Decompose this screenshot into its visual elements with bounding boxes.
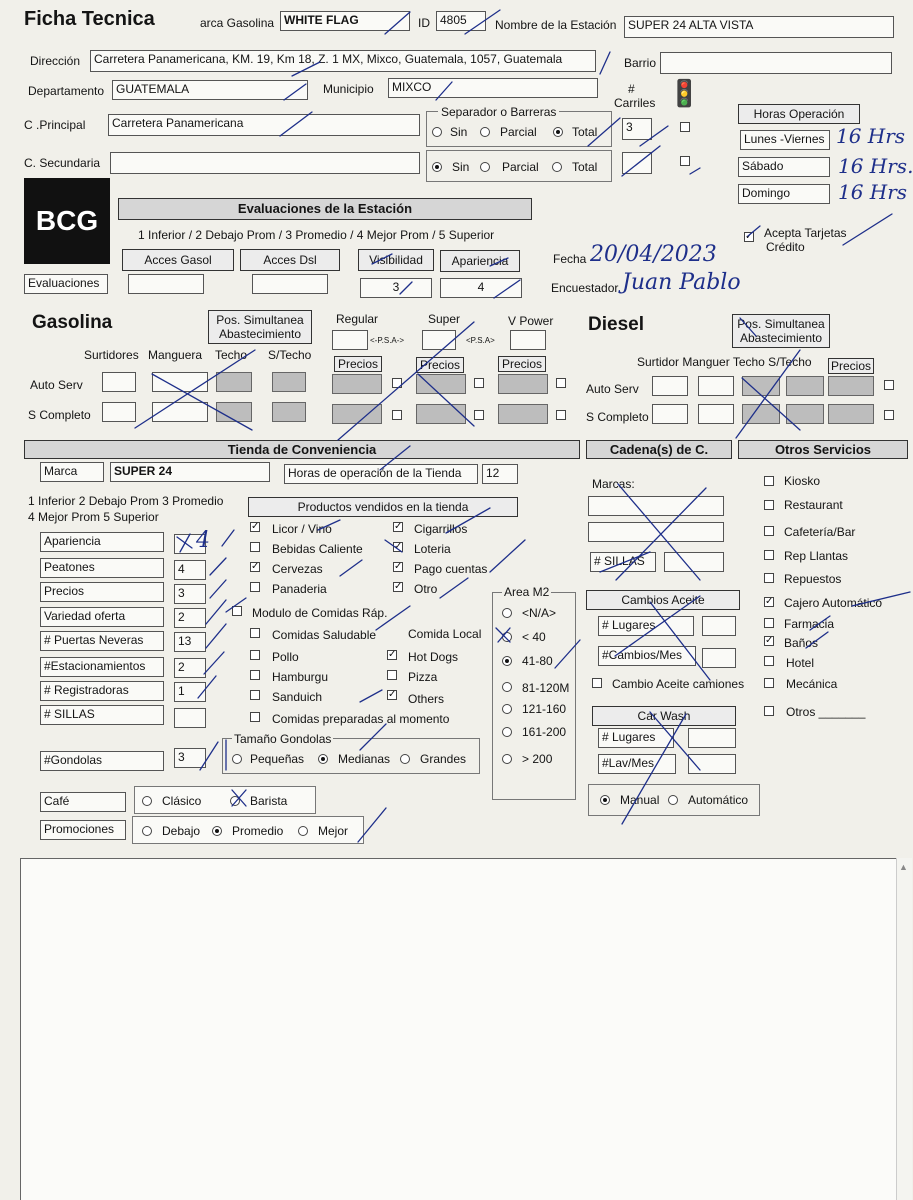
diesel-full-surtidor-field[interactable] xyxy=(652,404,688,424)
acces-gasol-button[interactable]: Acces Gasol xyxy=(122,249,234,271)
separador-title: Separador o Barreras xyxy=(438,105,559,119)
notes-textarea[interactable] xyxy=(20,858,912,1200)
separador2-total-label: Total xyxy=(572,160,598,174)
cervezas-label: Cervezas xyxy=(272,562,323,576)
visibilidad-field[interactable]: 3 xyxy=(360,278,432,298)
tienda-horas-label: Horas de operación de la Tienda xyxy=(284,464,478,484)
cprincipal-field[interactable]: Carretera Panamericana xyxy=(108,114,420,136)
cervezas-checkbox[interactable]: ✓ xyxy=(251,561,260,572)
promo-promedio-label: Promedio xyxy=(232,824,284,838)
gas-full-techo-field[interactable] xyxy=(216,402,252,422)
cigarrillos-label: Cigarrillos xyxy=(414,522,468,536)
cafe-label: Café xyxy=(40,792,126,812)
horas-operacion-button[interactable]: Horas Operación xyxy=(738,104,860,124)
diesel-auto-manguera-field[interactable] xyxy=(698,376,734,396)
promo-promedio-radio[interactable] xyxy=(212,826,222,836)
comidas-saludable-label: Comidas Saludable xyxy=(272,628,377,642)
farmacia-checkbox[interactable] xyxy=(764,618,774,628)
restaurant-checkbox[interactable] xyxy=(764,500,774,510)
others-checkbox[interactable]: ✓ xyxy=(388,689,397,700)
modulo-comidas-checkbox[interactable] xyxy=(232,606,242,616)
gas-auto-super-precio[interactable] xyxy=(416,374,466,394)
domingo-value: 16 Hrs xyxy=(838,180,908,204)
rating-apariencia-label: Apariencia xyxy=(40,532,164,552)
evaluaciones-scale: 1 Inferior / 2 Debajo Prom / 3 Promedio / 4 Mejor Prom / 5 Superior xyxy=(138,228,495,242)
vpower-pos-field[interactable] xyxy=(510,330,546,350)
rating-sillas-label: # SILLAS xyxy=(40,705,164,725)
carwash-lugares-label: # Lugares xyxy=(598,728,674,748)
id-label: ID xyxy=(418,16,430,30)
kiosko-checkbox[interactable] xyxy=(764,476,774,486)
rating-estacionamientos-field[interactable]: 2 xyxy=(174,658,206,678)
cajero-checkbox[interactable]: ✓ xyxy=(765,596,774,607)
gas-auto-stecho-field[interactable] xyxy=(272,372,306,392)
cprincipal-label: C .Principal xyxy=(24,118,86,132)
cafeteria-checkbox[interactable] xyxy=(764,526,774,536)
gas-full-manguera-field[interactable] xyxy=(152,402,208,422)
lunes-viernes-value: 16 Hrs xyxy=(836,124,906,148)
carriles-label: Carriles xyxy=(614,96,656,110)
rep-llantas-label: Rep Llantas xyxy=(784,549,849,563)
banos-checkbox[interactable]: ✓ xyxy=(765,635,774,646)
gasolina-pos-label-2: Abastecimiento xyxy=(218,327,302,341)
diesel-pos-simultanea-button[interactable] xyxy=(732,314,830,348)
separador1-parcial-radio[interactable] xyxy=(480,127,490,137)
separador1-sin-label: Sin xyxy=(450,125,468,139)
lunes-viernes-label: Lunes -Viernes xyxy=(740,130,830,150)
scroll-up-arrow-icon[interactable]: ▲ xyxy=(899,862,908,872)
pollo-label: Pollo xyxy=(272,650,299,664)
csecundaria-label: C. Secundaria xyxy=(24,156,101,170)
fecha-label: Fecha xyxy=(553,252,587,266)
separador2-total-radio[interactable] xyxy=(552,162,562,172)
area-41-80-label: 41-80 xyxy=(522,654,553,668)
gasolina-pos-label-1: Pos. Simultanea xyxy=(216,313,304,327)
hot-dogs-checkbox[interactable]: ✓ xyxy=(388,649,397,660)
cadena-marca-field-1[interactable] xyxy=(588,496,724,516)
mecanica-label: Mecánica xyxy=(786,677,838,691)
tienda-horas-field[interactable]: 12 xyxy=(482,464,518,484)
tamano-medianas-radio[interactable] xyxy=(318,754,328,764)
gas-full-surtidores-field[interactable] xyxy=(102,402,136,422)
tienda-marca-field[interactable]: SUPER 24 xyxy=(110,462,270,482)
gas-auto-regular-precio[interactable] xyxy=(332,374,382,394)
regular-pos-field[interactable] xyxy=(332,330,368,350)
gondolas-field[interactable]: 3 xyxy=(174,748,206,768)
carriles-field-2[interactable] xyxy=(622,152,652,174)
pago-cuentas-label: Pago cuentas xyxy=(414,562,488,576)
acces-gasol-field[interactable] xyxy=(128,274,204,294)
area-lt40-radio[interactable] xyxy=(502,632,512,642)
surtidores-label: Surtidores xyxy=(84,348,139,362)
cajero-label: Cajero Automático xyxy=(784,596,883,610)
estacion-field[interactable]: SUPER 24 ALTA VISTA xyxy=(624,16,894,38)
restaurant-label: Restaurant xyxy=(784,498,843,512)
diesel-full-stecho-field[interactable] xyxy=(786,404,824,424)
stecho-label: S/Techo xyxy=(268,348,312,362)
banos-label: Baños xyxy=(784,636,819,650)
cadena-sillas-label: # SILLAS xyxy=(590,552,656,572)
cafe-clasico-radio[interactable] xyxy=(142,796,152,806)
evaluaciones-header: Evaluaciones de la Estación xyxy=(118,198,532,220)
sanduich-checkbox[interactable] xyxy=(250,690,260,700)
area-gt200-label: > 200 xyxy=(522,752,553,766)
loteria-label: Loteria xyxy=(414,542,451,556)
apariencia-button[interactable]: Apariencia xyxy=(440,250,520,272)
otros-label: Otros _______ xyxy=(786,705,866,719)
page-title: Ficha Tecnica xyxy=(24,8,155,30)
gas-auto-manguera-field[interactable] xyxy=(152,372,208,392)
cadena-marcas-label: Marcas: xyxy=(592,477,635,491)
area-m2-title: Area M2 xyxy=(504,585,550,599)
csecundaria-field[interactable] xyxy=(110,152,420,174)
carriles-field[interactable]: 3 xyxy=(622,118,652,140)
diesel-auto-surtidor-field[interactable] xyxy=(652,376,688,396)
hamburgu-checkbox[interactable] xyxy=(250,670,260,680)
separador2-parcial-radio[interactable] xyxy=(480,162,490,172)
gas-auto-super-checkbox[interactable] xyxy=(474,378,484,388)
area-lt40-label: < 40 xyxy=(522,630,546,644)
diesel-auto-checkbox[interactable] xyxy=(884,380,894,390)
otros-checkbox[interactable] xyxy=(764,706,774,716)
mecanica-checkbox[interactable] xyxy=(764,678,774,688)
tarjetas-checkbox[interactable]: ✓ xyxy=(745,231,754,242)
carwash-lav-mes-field[interactable] xyxy=(688,754,736,774)
rating-sillas-field[interactable] xyxy=(174,708,206,728)
cambios-aceite-button[interactable]: Cambios Aceite xyxy=(586,590,740,610)
hot-dogs-label: Hot Dogs xyxy=(408,650,459,664)
tarjetas-label-2: Crédito xyxy=(766,240,805,254)
promo-debajo-label: Debajo xyxy=(162,824,201,838)
id-field[interactable]: 4805 xyxy=(436,11,486,31)
diesel-full-precio[interactable] xyxy=(828,404,874,424)
pollo-checkbox[interactable] xyxy=(250,650,260,660)
cadena-header: Cadena(s) de C. xyxy=(586,440,732,459)
vpower-label: V Power xyxy=(508,314,554,328)
cafeteria-label: Cafetería/Bar xyxy=(784,525,856,539)
diesel-full-techo-field[interactable] xyxy=(742,404,780,424)
municipio-field[interactable]: MIXCO xyxy=(388,78,598,98)
area-na-radio[interactable] xyxy=(502,608,512,618)
barrio-label: Barrio xyxy=(624,56,657,70)
marca-gasolina-label: arca Gasolina xyxy=(200,16,275,30)
tienda-scale-2: 4 Mejor Prom 5 Superior xyxy=(28,510,159,524)
separador2-sin-radio[interactable] xyxy=(432,162,442,172)
cambios-mes-label: #Cambios/Mes xyxy=(598,646,696,666)
fecha-value: 20/04/2023 xyxy=(590,242,717,267)
area-41-80-radio[interactable] xyxy=(502,656,512,666)
area-gt200-radio[interactable] xyxy=(502,754,512,764)
rating-peatones-field[interactable]: 4 xyxy=(174,560,206,580)
psa-super-vpower: <P.S.A> xyxy=(466,336,495,345)
others-label: Others xyxy=(408,692,445,706)
separador1-sin-radio[interactable] xyxy=(432,127,442,137)
carwash-automatico-label: Automático xyxy=(688,793,749,807)
hotel-label: Hotel xyxy=(786,656,815,670)
hamburgu-label: Hamburgu xyxy=(272,670,329,684)
carwash-lav-mes-label: #Lav/Mes xyxy=(598,754,676,774)
promociones-label: Promociones xyxy=(40,820,126,840)
promo-mejor-radio[interactable] xyxy=(298,826,308,836)
marca-gasolina-field[interactable]: WHITE FLAG xyxy=(280,11,410,31)
carwash-manual-label: Manual xyxy=(620,793,660,807)
tienda-marca-label: Marca xyxy=(40,462,104,482)
vpower-precios-button[interactable]: Precios xyxy=(498,356,546,372)
carriles-checkbox-2[interactable] xyxy=(680,156,690,166)
barrio-field[interactable] xyxy=(660,52,892,74)
kiosko-label: Kiosko xyxy=(784,474,821,488)
diesel-auto-stecho-field[interactable] xyxy=(786,376,824,396)
rep-llantas-checkbox[interactable] xyxy=(764,550,774,560)
rating-neveras-label: # Puertas Neveras xyxy=(40,631,164,651)
gas-full-vpower-precio[interactable] xyxy=(498,404,548,424)
apariencia-field[interactable]: 4 xyxy=(440,278,522,298)
gas-s-completo-label: S Completo xyxy=(28,408,91,422)
carwash-manual-radio[interactable] xyxy=(600,795,610,805)
repuestos-label: Repuestos xyxy=(784,572,842,586)
cafe-barista-label: Barista xyxy=(250,794,288,808)
direccion-label: Dirección xyxy=(30,54,81,68)
diesel-full-checkbox[interactable] xyxy=(884,410,894,420)
rating-registradoras-label: # Registradoras xyxy=(40,681,164,701)
super-label: Super xyxy=(428,312,461,326)
gas-auto-vpower-checkbox[interactable] xyxy=(556,378,566,388)
visibilidad-button[interactable]: Visibilidad xyxy=(358,249,434,271)
comidas-saludable-checkbox[interactable] xyxy=(250,628,260,638)
diesel-auto-techo-field[interactable] xyxy=(742,376,780,396)
gas-full-super-checkbox[interactable] xyxy=(474,410,484,420)
diesel-title: Diesel xyxy=(588,314,644,335)
carwash-lugares-field[interactable] xyxy=(688,728,736,748)
gas-auto-surtidores-field[interactable] xyxy=(102,372,136,392)
rating-apariencia-value: 4 xyxy=(196,528,210,553)
tienda-scale-1: 1 Inferior 2 Debajo Prom 3 Promedio xyxy=(28,494,224,508)
modulo-comidas-label: Modulo de Comidas Ráp. xyxy=(252,606,388,620)
bebidas-checkbox[interactable] xyxy=(250,542,260,552)
rating-variedad-label: Variedad oferta xyxy=(40,607,164,627)
tarjetas-label: Acepta Tarjetas xyxy=(764,226,847,240)
area-121-160-radio[interactable] xyxy=(502,704,512,714)
gas-full-regular-checkbox[interactable] xyxy=(392,410,402,420)
cadena-sillas-field[interactable] xyxy=(664,552,724,572)
tamano-pequenas-radio[interactable] xyxy=(232,754,242,764)
hotel-checkbox[interactable] xyxy=(764,656,774,666)
psa-regular-super: <-P.S.A-> xyxy=(370,336,405,345)
area-121-160-label: 121-160 xyxy=(522,702,567,716)
gas-auto-techo-field[interactable] xyxy=(216,372,252,392)
rating-registradoras-field[interactable]: 1 xyxy=(174,682,206,702)
rating-estacionamientos-label: #Estacionamientos xyxy=(40,657,164,677)
estacion-label: Nombre de la Estación xyxy=(495,18,617,32)
direccion-field[interactable]: Carretera Panamericana, KM. 19, Km 18, Z. 1 MX, Mixco, Guatemala, 1057, Guatemala xyxy=(90,50,596,72)
super-pos-field[interactable] xyxy=(422,330,456,350)
area-161-200-radio[interactable] xyxy=(502,727,512,737)
acces-dsl-field[interactable] xyxy=(252,274,328,294)
tamano-gondolas-title: Tamaño Gondolas xyxy=(234,732,332,746)
gas-full-stecho-field[interactable] xyxy=(272,402,306,422)
cambios-mes-field[interactable] xyxy=(702,648,736,668)
pizza-checkbox[interactable] xyxy=(387,670,397,680)
departamento-label: Departamento xyxy=(28,84,105,98)
otros-servicios-header: Otros Servicios xyxy=(738,440,908,459)
encuestador-value: Juan Pablo xyxy=(622,270,741,295)
otro-label: Otro xyxy=(414,582,438,596)
evaluaciones-label: Evaluaciones xyxy=(24,274,108,294)
sanduich-label: Sanduich xyxy=(272,690,323,704)
cambio-camiones-checkbox[interactable] xyxy=(592,678,602,688)
pizza-label: Pizza xyxy=(408,670,438,684)
encuestador-label: Encuestador xyxy=(551,281,619,295)
diesel-precios-button[interactable]: Precios xyxy=(828,358,874,374)
comida-local-label: Comida Local xyxy=(408,627,482,641)
comidas-momento-label: Comidas preparadas al momento xyxy=(272,712,450,726)
cambios-lugares-label: # Lugares xyxy=(598,616,694,636)
tamano-grandes-radio[interactable] xyxy=(400,754,410,764)
diesel-pos-label-2: Abastecimiento xyxy=(739,331,823,345)
cambios-lugares-field[interactable] xyxy=(702,616,736,636)
diesel-auto-precio[interactable] xyxy=(828,376,874,396)
productos-vendidos-button[interactable]: Productos vendidos en la tienda xyxy=(248,497,518,517)
domingo-label: Domingo xyxy=(738,184,830,204)
manguera-label: Manguera xyxy=(148,348,203,362)
promo-mejor-label: Mejor xyxy=(318,824,349,838)
gas-auto-regular-checkbox[interactable] xyxy=(392,378,402,388)
pago-cuentas-checkbox[interactable]: ✓ xyxy=(394,561,403,572)
rating-neveras-field[interactable]: 13 xyxy=(174,632,206,652)
carriles-checkbox[interactable] xyxy=(680,122,690,132)
rating-peatones-label: Peatones xyxy=(40,558,164,578)
cigarrillos-checkbox[interactable]: ✓ xyxy=(394,521,403,532)
car-wash-button[interactable]: Car Wash xyxy=(592,706,736,726)
carwash-automatico-radio[interactable] xyxy=(668,795,678,805)
gas-full-vpower-checkbox[interactable] xyxy=(556,410,566,420)
super-precios-button[interactable]: Precios xyxy=(416,357,464,373)
separador1-parcial-label: Parcial xyxy=(500,125,537,139)
sabado-value: 16 Hrs. xyxy=(838,154,913,178)
diesel-auto-serv-label: Auto Serv xyxy=(586,382,639,396)
acces-dsl-button[interactable]: Acces Dsl xyxy=(240,249,340,271)
gondolas-label: #Gondolas xyxy=(40,751,164,771)
municipio-label: Municipio xyxy=(323,82,374,96)
regular-precios-button[interactable]: Precios xyxy=(334,356,382,372)
bcg-logo: BCG xyxy=(24,178,110,264)
diesel-s-completo-label: S Completo xyxy=(586,410,649,424)
area-81-120-label: 81-120M xyxy=(522,681,570,695)
tamano-medianas-label: Medianas xyxy=(338,752,391,766)
separador2-parcial-label: Parcial xyxy=(502,160,539,174)
gas-auto-serv-label: Auto Serv xyxy=(30,378,83,392)
diesel-header-row: Surtidor Manguer Techo S/Techo xyxy=(637,355,812,369)
sabado-label: Sábado xyxy=(738,157,830,177)
gasolina-title: Gasolina xyxy=(32,312,113,333)
cafe-barista-radio[interactable] xyxy=(230,796,240,806)
area-na-label: <N/A> xyxy=(522,606,557,620)
gasolina-pos-simultanea-button[interactable] xyxy=(208,310,312,344)
area-81-120-radio[interactable] xyxy=(502,682,512,692)
traffic-light-icon: 🚦 xyxy=(668,78,701,108)
farmacia-label: Farmacia xyxy=(784,617,835,631)
rating-variedad-field[interactable]: 2 xyxy=(174,608,206,628)
separador1-total-label: Total xyxy=(572,125,598,139)
rating-precios-field[interactable]: 3 xyxy=(174,584,206,604)
gas-full-super-precio[interactable] xyxy=(416,404,466,424)
cadena-marca-field-2[interactable] xyxy=(588,522,724,542)
licor-label: Licor / Vino xyxy=(272,522,332,536)
rating-precios-label: Precios xyxy=(40,582,164,602)
gas-full-regular-precio[interactable] xyxy=(332,404,382,424)
separador1-total-radio[interactable] xyxy=(553,127,563,137)
tamano-grandes-label: Grandes xyxy=(420,752,467,766)
loteria-checkbox[interactable]: ✓ xyxy=(394,541,403,552)
diesel-full-manguera-field[interactable] xyxy=(698,404,734,424)
repuestos-checkbox[interactable] xyxy=(764,573,774,583)
techo-label: Techo xyxy=(215,348,248,362)
departamento-field[interactable]: GUATEMALA xyxy=(112,80,308,100)
comidas-momento-checkbox[interactable] xyxy=(250,712,260,722)
panaderia-label: Panaderia xyxy=(272,582,327,596)
cafe-clasico-label: Clásico xyxy=(162,794,202,808)
licor-checkbox[interactable]: ✓ xyxy=(251,521,260,532)
promo-debajo-radio[interactable] xyxy=(142,826,152,836)
notes-scrollbar[interactable] xyxy=(896,858,912,1200)
gas-auto-vpower-precio[interactable] xyxy=(498,374,548,394)
carriles-hash-label: # xyxy=(628,82,635,96)
panaderia-checkbox[interactable] xyxy=(250,582,260,592)
regular-label: Regular xyxy=(336,312,379,326)
tienda-header: Tienda de Conveniencia xyxy=(24,440,580,459)
separador2-sin-label: Sin xyxy=(452,160,470,174)
area-m2-group xyxy=(492,592,576,800)
tamano-pequenas-label: Pequeñas xyxy=(250,752,305,766)
diesel-pos-label-1: Pos. Simultanea xyxy=(737,317,825,331)
otro-checkbox[interactable]: ✓ xyxy=(394,581,403,592)
cambio-camiones-label: Cambio Aceite camiones xyxy=(612,677,745,691)
bebidas-label: Bebidas Caliente xyxy=(272,542,363,556)
area-161-200-label: 161-200 xyxy=(522,725,567,739)
